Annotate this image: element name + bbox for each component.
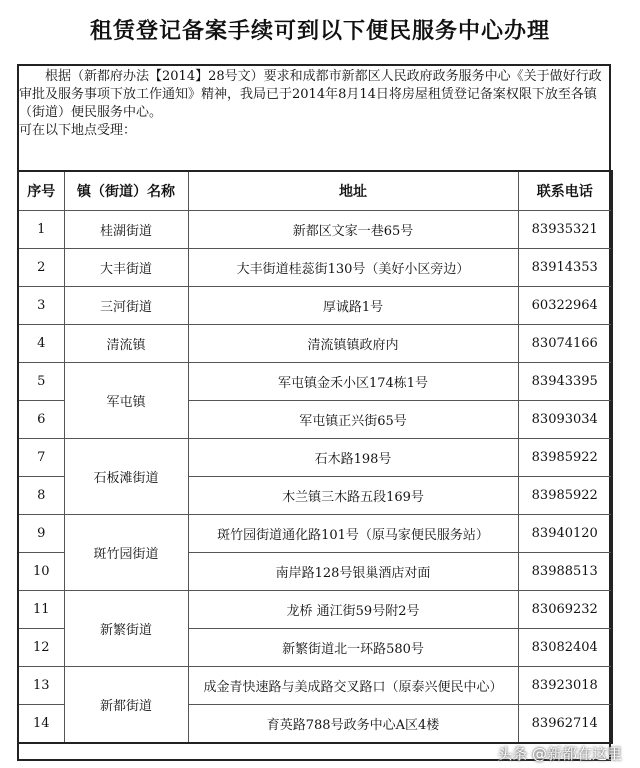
row-no: 4 [18, 325, 64, 363]
page-title: 租赁登记备案手续可到以下便民服务中心办理 [89, 19, 550, 44]
intro-paragraph: 根据（新都府办法【2014】28号文）要求和成都市新都区人民政府政务服务中心《关于做好行政审批及服务事项下放工作通知》精神，我局已于2014年8月14日将房屋租赁登记备案权限下放至各镇（街道）便民服务中心。 [19, 69, 602, 120]
row-town: 清流镇 [64, 325, 188, 363]
table-row [18, 325, 612, 363]
row-phone: 83093034 [518, 401, 612, 439]
row-no: 14 [18, 705, 64, 744]
table-row [18, 591, 612, 629]
row-phone: 83082404 [518, 629, 612, 667]
table-row [18, 211, 612, 249]
row-phone: 83988513 [518, 553, 612, 591]
row-no: 9 [18, 515, 64, 553]
row-address: 新都区文家一巷65号 [188, 211, 518, 249]
row-phone: 83074166 [518, 325, 612, 363]
row-no: 2 [18, 249, 64, 287]
row-address: 军屯镇正兴街65号 [188, 401, 518, 439]
row-phone: 83914353 [518, 249, 612, 287]
table-row [18, 363, 612, 401]
row-address: 清流镇镇政府内 [188, 325, 518, 363]
row-no: 1 [18, 211, 64, 249]
watermark: 头条 @新都在这里 [497, 745, 622, 763]
row-phone: 83962714 [518, 705, 612, 744]
row-address: 军屯镇金禾小区174栋1号 [188, 363, 518, 401]
row-address: 厚诚路1号 [188, 287, 518, 325]
service-center-table [17, 170, 613, 744]
header-address: 地址 [188, 171, 518, 211]
row-town: 石板滩街道 [64, 439, 188, 515]
row-town: 桂湖街道 [64, 211, 188, 249]
header-no: 序号 [18, 171, 64, 211]
row-phone: 83985922 [518, 439, 612, 477]
table-header-row [18, 171, 612, 211]
intro-text [19, 68, 609, 140]
row-town: 新繁街道 [64, 591, 188, 667]
row-town: 三河街道 [64, 287, 188, 325]
row-no: 8 [18, 477, 64, 515]
row-no: 11 [18, 591, 64, 629]
row-phone: 83935321 [518, 211, 612, 249]
row-no: 12 [18, 629, 64, 667]
row-address: 新繁街道北一环路580号 [188, 629, 518, 667]
row-town: 斑竹园街道 [64, 515, 188, 591]
table-row [18, 667, 612, 705]
row-phone: 83943395 [518, 363, 612, 401]
header-town: 镇（街道）名称 [64, 171, 188, 211]
table-row [18, 287, 612, 325]
row-no: 6 [18, 401, 64, 439]
row-town: 新都街道 [64, 667, 188, 744]
row-address: 龙桥 通江街59号附2号 [188, 591, 518, 629]
row-address: 木兰镇三木路五段169号 [188, 477, 518, 515]
row-no: 13 [18, 667, 64, 705]
table-row [18, 249, 612, 287]
row-no: 5 [18, 363, 64, 401]
row-phone: 83985922 [518, 477, 612, 515]
row-no: 3 [18, 287, 64, 325]
row-no: 7 [18, 439, 64, 477]
row-address: 南岸路128号银巢酒店对面 [188, 553, 518, 591]
table-row [18, 515, 612, 553]
row-town: 军屯镇 [64, 363, 188, 439]
row-address: 成金青快速路与美成路交叉路口（原泰兴便民中心） [188, 667, 518, 705]
table-row [18, 439, 612, 477]
intro-accept-line: 可在以下地点受理： [19, 123, 137, 138]
header-phone: 联系电话 [518, 171, 612, 211]
row-address: 育英路788号政务中心A区4楼 [188, 705, 518, 744]
row-address: 石木路198号 [188, 439, 518, 477]
row-address: 斑竹园街道通化路101号（原马家便民服务站） [188, 515, 518, 553]
row-phone: 60322964 [518, 287, 612, 325]
row-address: 大丰街道桂蕊街130号（美好小区旁边） [188, 249, 518, 287]
row-phone: 83923018 [518, 667, 612, 705]
row-phone: 83940120 [518, 515, 612, 553]
row-phone: 83069232 [518, 591, 612, 629]
row-town: 大丰街道 [64, 249, 188, 287]
row-no: 10 [18, 553, 64, 591]
